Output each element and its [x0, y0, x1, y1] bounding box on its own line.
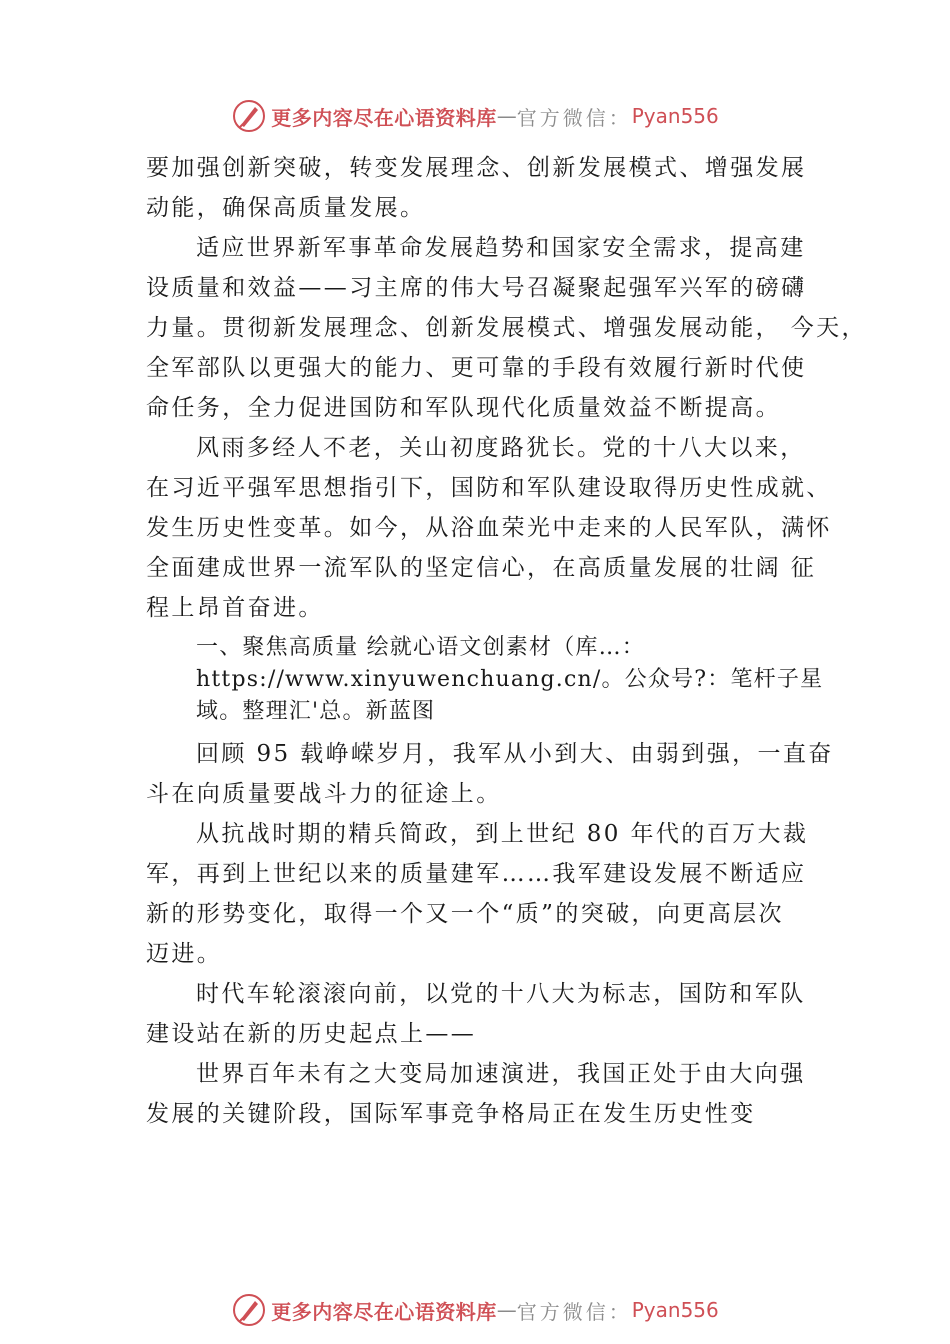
document-body: [146, 148, 867, 1134]
text-line: 建设站在新的历史起点上——: [146, 1021, 477, 1047]
watermark-label: 官方微信：: [516, 105, 632, 130]
watermark-account: Pyan556: [631, 1298, 719, 1322]
text-line: 风雨多经人不老，关山初度路犹长。党的十八大以来，: [196, 435, 806, 461]
text-line: 世界百年未有之大变局加速演进，我国正处于由大向强: [196, 1061, 806, 1087]
text-line: 设质量和效益——习主席的伟大号召凝聚起强军兴军的磅礴: [146, 275, 807, 301]
text-line: 动能，确保高质量发展。: [146, 195, 426, 221]
watermark-account: Pyan556: [631, 104, 719, 128]
text-line: 迈进。: [146, 941, 223, 967]
text-line: 发展的关键阶段，国际军事竞争格局正在发生历史性变: [146, 1101, 756, 1127]
quill-pen-circle-icon: [231, 1292, 267, 1328]
footer-watermark: [0, 1290, 950, 1330]
section-heading-line: 域。整理汇'总。新蓝图: [196, 699, 436, 724]
text-line: 力量。贯彻新发展理念、创新发展模式、增强发展动能， 今天，: [146, 315, 867, 341]
text-line: 命任务，全力促进国防和军队现代化质量效益不断提高。: [146, 395, 781, 421]
watermark-separator: —: [496, 1298, 517, 1322]
text-line: 适应世界新军事革命发展趋势和国家安全需求，提高建: [196, 235, 806, 261]
text-line: 全面建成世界一流军队的坚定信心，在高质量发展的壮阔 征: [146, 555, 817, 581]
text-line: 时代车轮滚滚向前，以党的十八大为标志，国防和军队: [196, 981, 806, 1007]
watermark-label: 官方微信：: [516, 1299, 632, 1324]
text-line: 新的形势变化，取得一个又一个“质”的突破，向更高层次: [146, 901, 784, 927]
text-line: 在习近平强军思想指引下，国防和军队建设取得历史性成就、: [146, 475, 832, 501]
text-line: 程上昂首奋进。: [146, 595, 324, 621]
text-line: 军，再到上世纪以来的质量建军……我军建设发展不断适应: [146, 861, 807, 887]
watermark-text: 更多内容尽在心语资料库: [271, 1299, 497, 1324]
text-line: 从抗战时期的精兵简政，到上世纪 80 年代的百万大裁: [196, 821, 809, 847]
text-line: 全军部队以更强大的能力、更可靠的手段有效履行新时代使: [146, 355, 807, 381]
quill-pen-circle-icon: [231, 98, 267, 134]
section-heading-line: 一、聚焦高质量 绘就心语文创素材（库…：: [196, 635, 645, 660]
header-watermark: [0, 96, 950, 136]
section-heading-line: https://www.xinyuwenchuang.cn/。公众号?：笔杆子星: [196, 667, 824, 692]
text-line: 斗在向质量要战斗力的征途上。: [146, 781, 502, 807]
text-line: 发生历史性变革。如今，从浴血荣光中走来的人民军队，满怀: [146, 515, 832, 541]
watermark-separator: —: [496, 104, 517, 128]
watermark-text: 更多内容尽在心语资料库: [271, 105, 497, 130]
text-line: 回顾 95 载峥嵘岁月，我军从小到大、由弱到强，一直奋: [196, 741, 834, 767]
text-line: 要加强创新突破，转变发展理念、创新发展模式、增强发展: [146, 155, 807, 181]
